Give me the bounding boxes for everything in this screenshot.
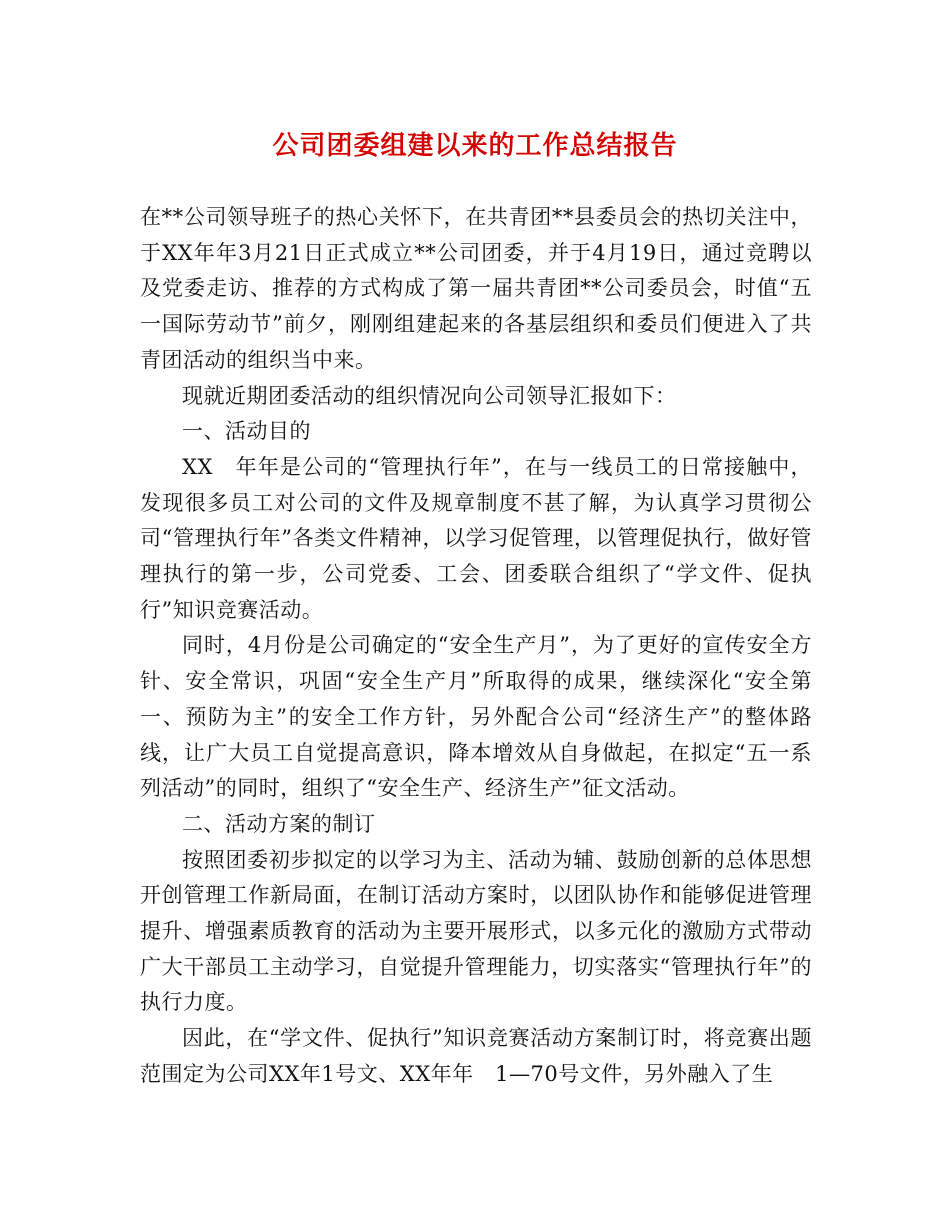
paragraph-plan-1: 按照团委初步拟定的以学习为主、活动为辅、鼓励创新的总体思想开创管理工作新局面，在制订活动方案时，以团队协作和能够促进管理提升、增强素质教育的活动为主要开展形式，以多元化的激励方式带动广大干部员工主动学习，自觉提升管理能力，切实落实“管理执行年”的执行力度。 xyxy=(140,847,812,1015)
document-title: 公司团委组建以来的工作总结报告 xyxy=(272,131,678,161)
document-body xyxy=(140,200,812,1093)
paragraph-intro: 在**公司领导班子的热心关怀下，在共青团**县委员会的热切关注中，于XX年年3月21日正式成立**公司团委，并于4月19日，通过竞聘以及党委走访、推荐的方式构成了第一届共青团**公司委员会，时值“五一国际劳动节”前夕，刚刚组建起来的各基层组织和委员们便进入了共青团活动的组织当中来。 xyxy=(140,205,812,372)
section-heading-plan: 二、活动方案的制订 xyxy=(182,811,376,836)
paragraph-plan-2: 因此，在“学文件、促执行”知识竞赛活动方案制订时，将竞赛出题范围定为公司XX年1号文、XX年年 1—70号文件，另外融入了生 xyxy=(140,1026,812,1086)
section-heading-purpose: 一、活动目的 xyxy=(182,419,311,444)
paragraph-purpose-1: XX 年年是公司的“管理执行年”，在与一线员工的日常接触中，发现很多员工对公司的文件及规章制度不甚了解，为认真学习贯彻公司“管理执行年”各类文件精神，以学习促管理，以管理促执行，做好管理执行的第一步，公司党委、工会、团委联合组织了“学文件、促执行”知识竞赛活动。 xyxy=(140,454,812,622)
paragraph-report-lead: 现就近期团委活动的组织情况向公司领导汇报如下： xyxy=(182,383,677,408)
paragraph-purpose-2: 同时，4月份是公司确定的“安全生产月”，为了更好的宣传安全方针、安全常识，巩固“安全生产月”所取得的成果，继续深化“安全第一、预防为主”的安全工作方针，另外配合公司“经济生产”的整体路线，让广大员工自觉提高意识，降本增效从自身做起，在拟定“五一系列活动”的同时，组织了“安全生产、经济生产”征文活动。 xyxy=(140,633,812,801)
